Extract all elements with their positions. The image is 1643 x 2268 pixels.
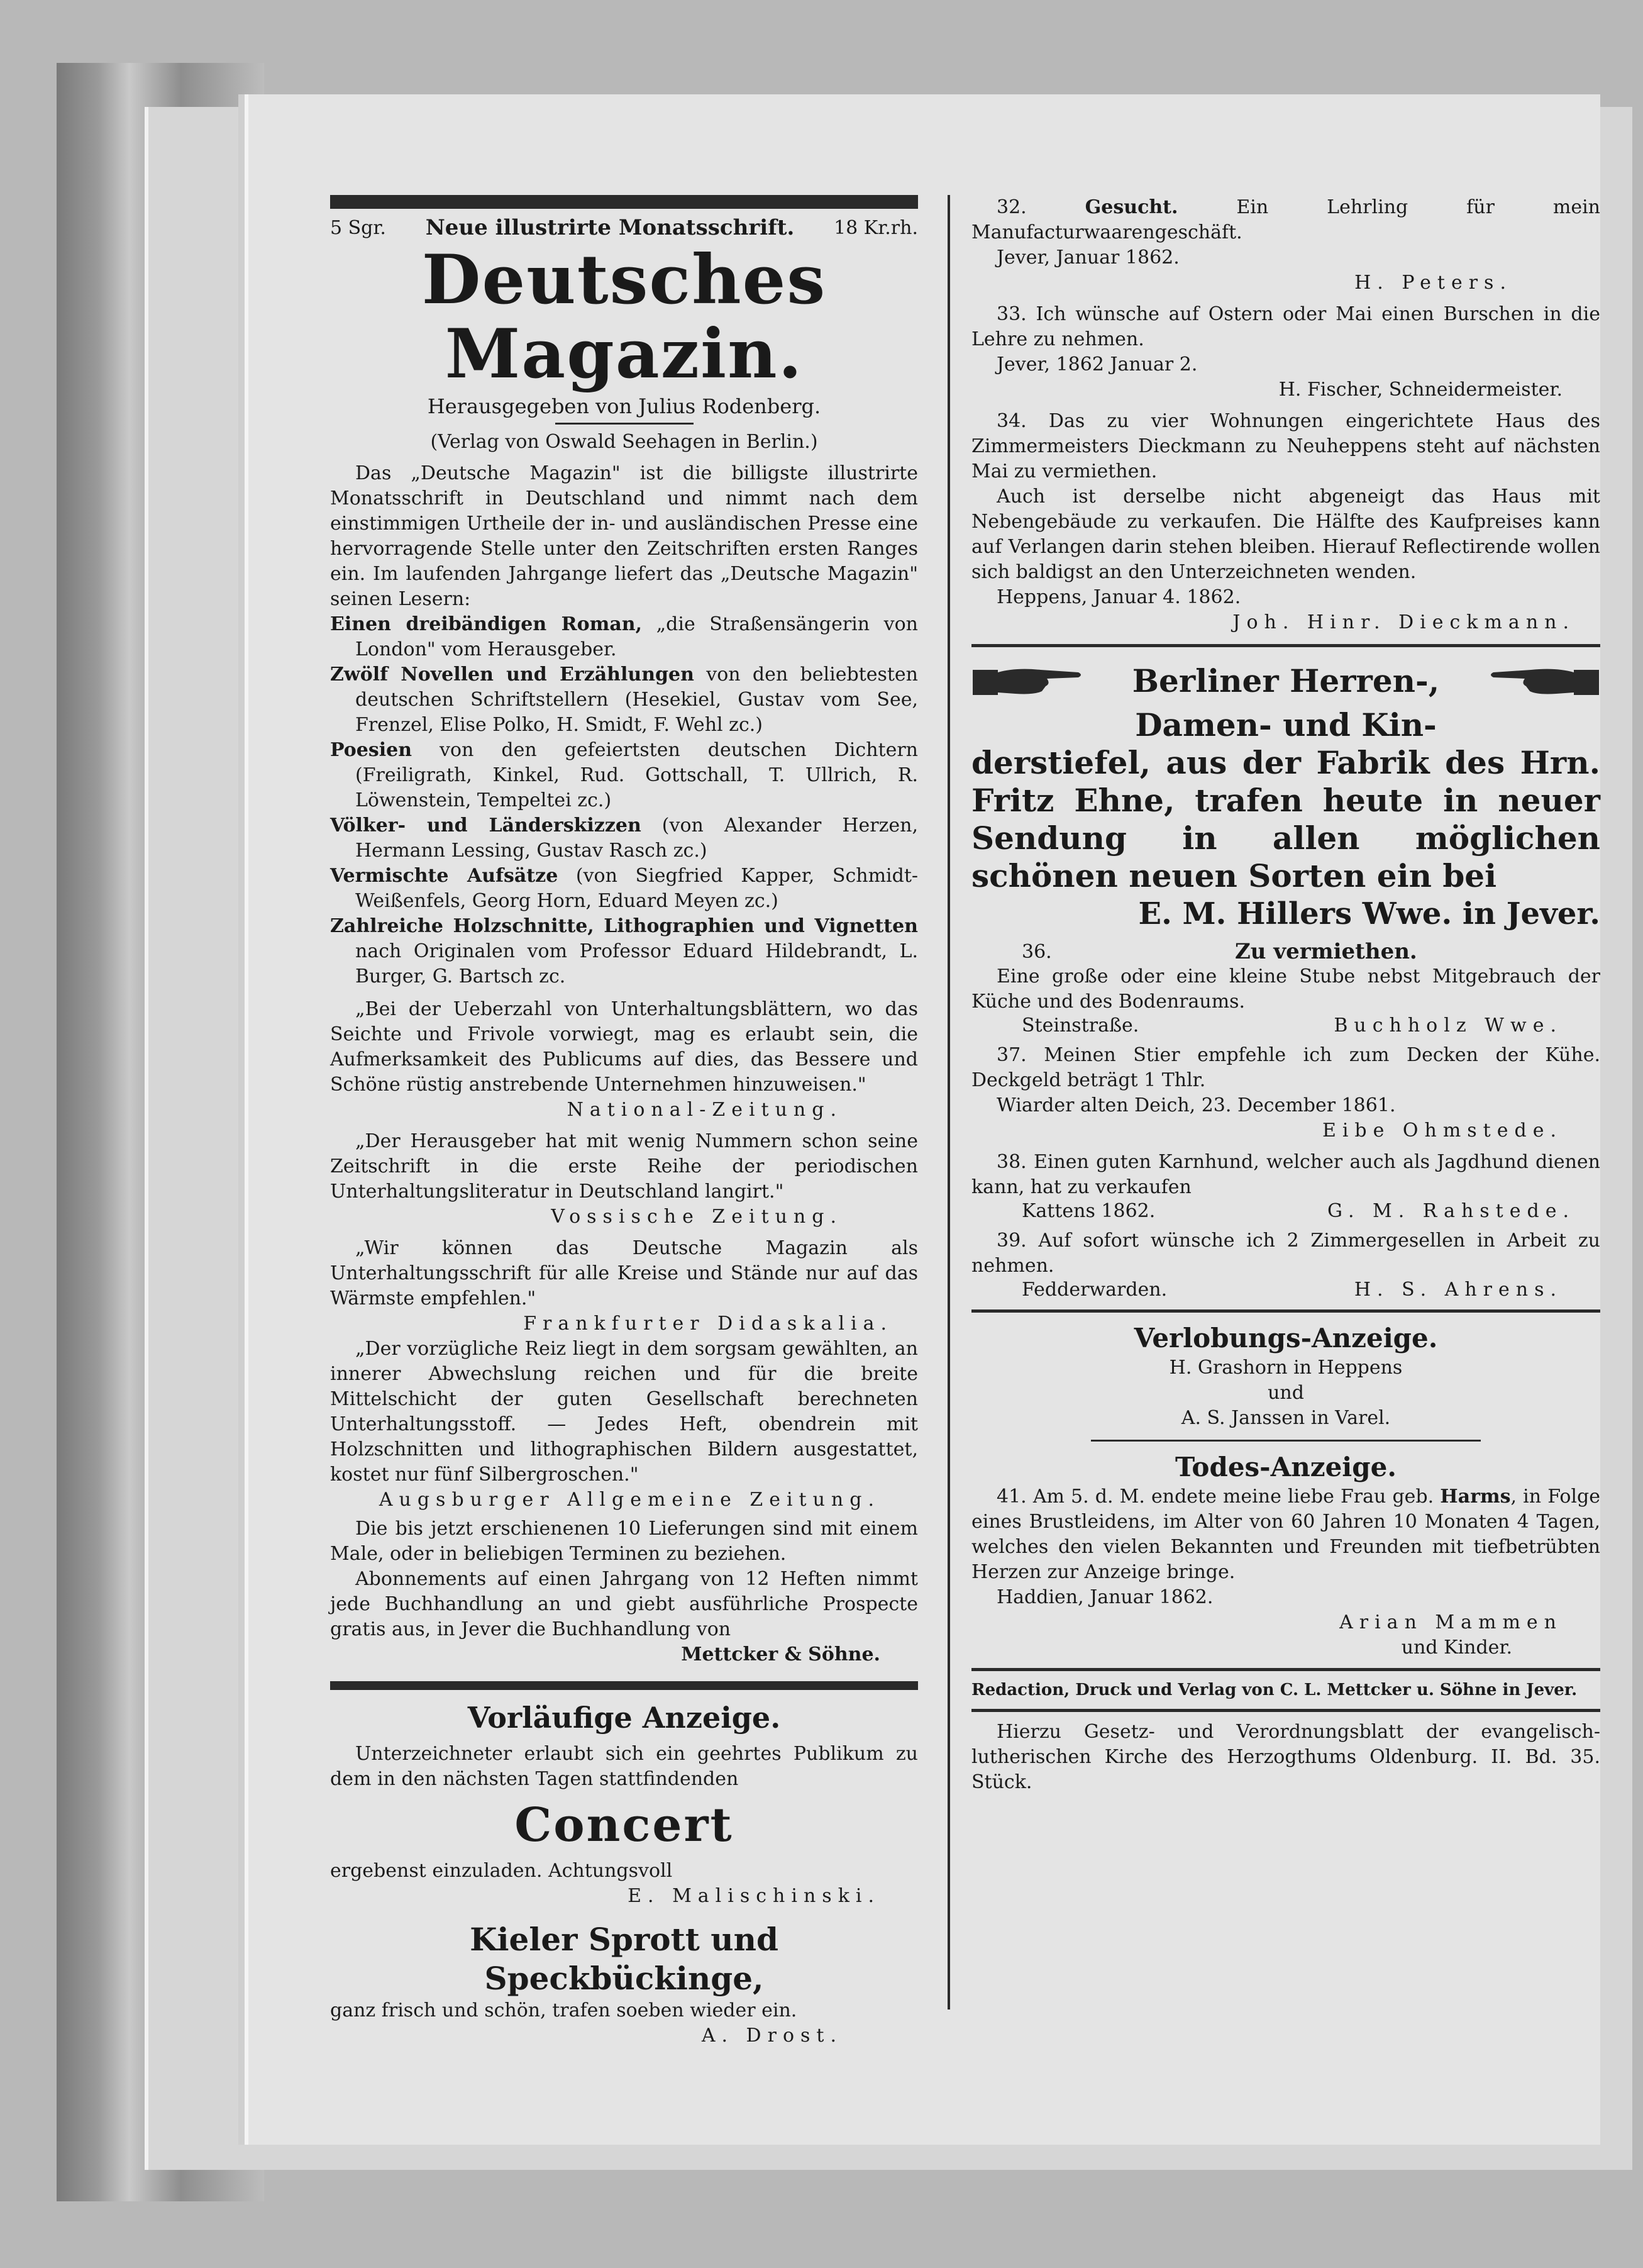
ad-34-signature: Joh. Hinr. Dieckmann. (1232, 611, 1575, 633)
section-rule (1091, 1440, 1481, 1442)
magazine-publisher: (Verlag von Oswald Seehagen in Berlin.) (430, 431, 818, 453)
ad-38-text: 38. Einen guten Karnhund, welcher auch als Jagdhund dienen kann, hat zu verkaufen (971, 1151, 1600, 1198)
ad-34-place: Heppens, Januar 4. 1862. (997, 586, 1241, 608)
ad-32 (971, 195, 1600, 296)
pointing-hand-right-icon (971, 656, 1085, 706)
newspaper-page (248, 94, 1600, 2145)
verlobungs-line-1: H. Grashorn in Heppens (1169, 1357, 1403, 1379)
ad-36-signature: Buchholz Wwe. (1334, 1014, 1563, 1037)
quote-source: National-Zeitung. (567, 1099, 843, 1121)
closing-paragraph: Die bis jetzt erschienenen 10 Lieferungen sind mit einem Male, oder in beliebigen Terminen zu beziehen. (330, 1518, 918, 1565)
ad-37-signature: Eibe Ohmstede. (1322, 1120, 1563, 1142)
section-rule (330, 1681, 918, 1690)
verlobungs-und: und (1268, 1382, 1304, 1404)
berliner-signature: E. M. Hillers Wwe. in Jever. (1138, 896, 1600, 931)
ad-34-text-2: Auch ist derselbe nicht abgeneigt das Haus mit Nebengebäude zu verkaufen. Die Hälfte des Kaufpreises kann auf Verlangen darin stehen bleiben. Hierauf Reflectirende wollen sich baldigst an den Unterzeichneten wenden. (971, 486, 1600, 583)
berliner-header (971, 656, 1600, 706)
ad-36-footer (971, 1014, 1600, 1037)
ad-39-text: 39. Auf sofort wünsche ich 2 Zimmergesellen in Arbeit zu nehmen. (971, 1230, 1600, 1277)
ad-38 (971, 1150, 1600, 1222)
price-right: 18 Kr.rh. (834, 216, 918, 239)
item-poesien: Poesien von den gefeiertsten deutschen Dichtern (Freiligrath, Kinkel, Rud. Gottschall, T. Ullrich, R. Löwenstein, Tempeltei zc.) (330, 739, 918, 811)
magazine-title: Deutsches Magazin. (421, 240, 827, 394)
footer-rule (971, 1668, 1600, 1671)
todes-place: Haddien, Januar 1862. (997, 1586, 1214, 1608)
top-rule (330, 195, 918, 209)
editor-rule (555, 423, 694, 425)
ad-34 (971, 409, 1600, 635)
price-left: 5 Sgr. (330, 216, 386, 239)
section-rule (971, 644, 1600, 647)
item-aufsaetze: Vermischte Aufsätze (von Siegfried Kapper, Schmidt-Weißenfels, Georg Horn, Eduard Meyen zc.) (330, 865, 919, 912)
quote-text: „Der Herausgeber hat mit wenig Nummern schon seine Zeitschrift in die erste Reihe der periodischen Unterhaltungsliteratur in Deutschland langirt." (330, 1130, 918, 1203)
concert-title: Concert (514, 1798, 734, 1852)
kieler-title: Kieler Sprott und Speckbückinge, (470, 1921, 778, 1997)
vorlaeufige-text: Unterzeichneter erlaubt sich ein geehrtes Publikum zu dem in den nächsten Tagen stattfindenden (330, 1743, 918, 1790)
left-column (330, 195, 918, 2048)
todes-signature-2: und Kinder. (1401, 1637, 1512, 1659)
item-novellen: Zwölf Novellen und Erzählungen von den beliebtesten deutschen Schriftstellern (Hesekiel, Gustav vom See, Frenzel, Elise Polko, H. Smidt, F. Wehl zc.) (330, 664, 918, 736)
quote-source: Vossische Zeitung. (551, 1206, 843, 1228)
ad-33-signature: H. Fischer, Schneidermeister. (1278, 379, 1563, 401)
masthead-line (330, 215, 918, 240)
ad-39-signature: H. S. Ahrens. (1354, 1279, 1563, 1301)
verlobungs-line-2: A. S. Janssen in Varel. (1181, 1407, 1391, 1429)
quote-text: „Wir können das Deutsche Magazin als Unterhaltungsschrift für alle Kreise und Stände nur auf das Wärmste empfehlen." (330, 1237, 918, 1309)
ad-34-text: 34. Das zu vier Wohnungen eingerichtete Haus des Zimmermeisters Dieckmann zu Neuheppens steht auf nächsten Mai zu vermiethen. (971, 410, 1600, 482)
ad-37-place: Wiarder alten Deich, 23. December 1861. (997, 1094, 1396, 1116)
ad-33-text: 33. Ich wünsche auf Ostern oder Mai einen Burschen in die Lehre zu nehmen. (971, 303, 1600, 350)
ad-39 (971, 1228, 1600, 1301)
ad-38-footer (971, 1200, 1600, 1222)
ad-36-header (971, 939, 1600, 964)
footer-note: Hierzu Gesetz- und Verordnungsblatt der evangelisch-lutherischen Kirche des Herzogthums Oldenburg. II. Bd. 35. Stück. (971, 1721, 1600, 1793)
todes-signature-1: Arian Mammen (1339, 1611, 1563, 1633)
quote-source: Frankfurter Didaskalia. (523, 1313, 893, 1335)
item-roman: Einen dreibändigen Roman, „die Straßensängerin von London" vom Herausgeber. (330, 613, 918, 660)
closing-paragraph: Abonnements auf einen Jahrgang von 12 Heften nimmt jede Buchhandlung an und giebt ausführliche Prospecte gratis aus, in Jever die Buchhandlung von (330, 1568, 918, 1640)
todes-anzeige (971, 1450, 1600, 1660)
verlobungs-title: Verlobungs-Anzeige. (1134, 1323, 1438, 1354)
ad-36 (971, 939, 1600, 1037)
item-holzschnitte: Zahlreiche Holzschnitte, Lithographien und Vignetten nach Originalen vom Professor Eduard Hildebrandt, L. Burger, G. Bartsch zc. (330, 915, 918, 987)
pointing-hand-left-icon (1487, 656, 1600, 706)
footer-rule (971, 1709, 1600, 1712)
quote-text: „Bei der Ueberzahl von Unterhaltungsblättern, wo das Seichte und Frivole vorwiegt, mag es erlaubt sein, die Aufmerksamkeit des Publicums auf dies, das Bessere und Schöne rüstig anstrebende Unternehmen hinzuweisen." (330, 998, 918, 1096)
section-rule (971, 1309, 1600, 1313)
ad-berliner (971, 656, 1600, 933)
magazine-editor: Herausgegeben von Julius Rodenberg. (427, 394, 821, 418)
closing-signature: Mettcker & Söhne. (681, 1643, 880, 1665)
quote-source: Augsburger Allgemeine Zeitung. (379, 1489, 880, 1511)
ad-36-place: Steinstraße. (1022, 1014, 1139, 1037)
berliner-line-2: Damen- und Kin- (1135, 706, 1437, 743)
ad-32-text: 32. Gesucht. Ein Lehrling für mein Manufacturwaarengeschäft. (971, 196, 1600, 243)
vorlaeufige-signature: E. Malischinski. (628, 1885, 880, 1907)
ad-32-signature: H. Peters. (1354, 272, 1512, 294)
vorlaeufige-text-2: ergebenst einzuladen. Achtungsvoll (330, 1860, 673, 1882)
item-voelker: Völker- und Länderskizzen (von Alexander Herzen, Hermann Lessing, Gustav Rasch zc.) (330, 814, 918, 862)
column-divider (948, 195, 950, 2010)
intro-paragraph: Das „Deutsche Magazin" ist die billigste illustrirte Monatsschrift in Deutschland und nimmt nach dem einstimmigen Urtheile der in- und ausländischen Presse eine hervorragende Stelle unter den Zeitschriften ersten Ranges ein. Im laufenden Jahrgange liefert das „Deutsche Magazin" seinen Lesern: (330, 462, 918, 610)
todes-text: 41. Am 5. d. M. endete meine liebe Frau geb. Harms, in Folge eines Brustleidens, im Alter von 60 Jahren 10 Monaten 4 Tagen, welches den vielen Bekannten und Freunden mit tiefbetrübten Herzen zur Anzeige bringe. (971, 1486, 1600, 1583)
ad-39-footer (971, 1279, 1600, 1301)
ad-33 (971, 302, 1600, 403)
ad-36-text: Eine große oder eine kleine Stube nebst Mitgebrauch der Küche und des Bodenraums. (971, 965, 1600, 1013)
ad-32-place: Jever, Januar 1862. (997, 247, 1180, 269)
footer-imprint: Redaction, Druck und Verlag von C. L. Mettcker u. Söhne in Jever. (971, 1681, 1578, 1699)
right-column (971, 195, 1600, 1795)
todes-title: Todes-Anzeige. (1175, 1452, 1397, 1482)
berliner-text: derstiefel, aus der Fabrik des Hrn. Fritz Ehne, trafen heute in neuer Sendung in allen möglichen schönen neuen Sorten ein bei (971, 744, 1600, 894)
ad-37-text: 37. Meinen Stier empfehle ich zum Decken der Kühe. Deckgeld beträgt 1 Thlr. (971, 1044, 1600, 1091)
vorlaeufige-title: Vorläufige Anzeige. (467, 1701, 781, 1735)
ad-36-title: Zu vermiethen. (1234, 939, 1417, 964)
verlobungs-anzeige (971, 1321, 1600, 1431)
ad-33-place: Jever, 1862 Januar 2. (997, 353, 1198, 375)
ad-37 (971, 1043, 1600, 1143)
ad-39-place: Fedderwarden. (1022, 1279, 1168, 1301)
magazine-subtitle: Neue illustrirte Monatsschrift. (425, 215, 795, 240)
berliner-line-1: Berliner Herren-, (1132, 662, 1440, 699)
ad-38-place: Kattens 1862. (1022, 1200, 1156, 1222)
kieler-text: ganz frisch und schön, trafen soeben wieder ein. (330, 1999, 797, 2021)
kieler-signature: A. Drost. (701, 2025, 843, 2047)
quote-text: „Der vorzügliche Reiz liegt in dem sorgsam gewählten, an innerer Abwechslung reichen und für die breite Mittelschicht der guten Gesellschaft berechneten Unterhaltungsstoff. — Jedes Heft, obendrein mit Holzschnitten und lithographischen Bildern ausgestattet, kostet nur fünf Silbergroschen." (330, 1338, 918, 1486)
ad-38-signature: G. M. Rahstede. (1327, 1200, 1575, 1222)
ad-36-number: 36. (1022, 940, 1052, 963)
